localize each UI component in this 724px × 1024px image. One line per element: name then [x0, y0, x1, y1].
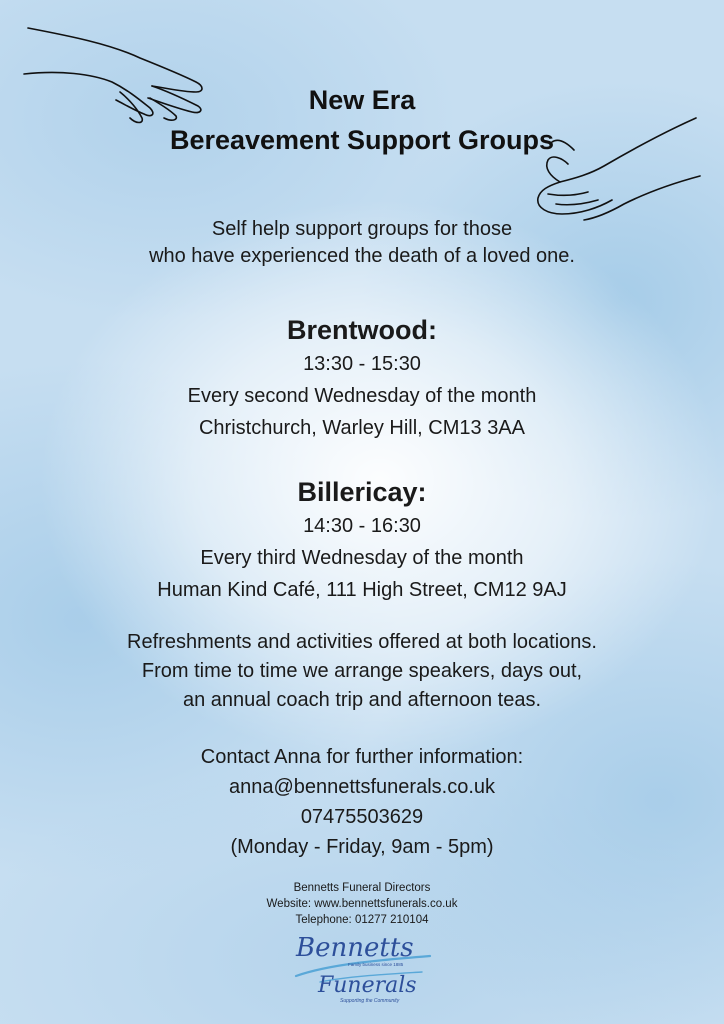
location-name: Billericay: [297, 477, 427, 507]
activities-info [0, 628, 724, 715]
intro-line-1: Self help support groups for those [211, 218, 513, 240]
svg-text:Supporting the Community: Supporting the Community [340, 998, 400, 1004]
location-brentwood [0, 312, 724, 444]
location-schedule: Every third Wednesday of the month [200, 547, 524, 569]
intro-text [0, 216, 724, 270]
footer-telephone: Telephone: 01277 210104 [295, 914, 429, 926]
location-time: 13:30 - 15:30 [303, 353, 421, 375]
contact-heading: Contact Anna for further information: [200, 746, 524, 768]
intro-line-2: who have experienced the death of a loved one. [149, 245, 575, 267]
activities-line-2: From time to time we arrange speakers, days out, [141, 660, 583, 682]
svg-text:Family business since 1885: Family business since 1885 [348, 962, 404, 967]
title-line-2: Bereavement Support Groups [169, 125, 555, 155]
activities-line-1: Refreshments and activities offered at both locations. [127, 631, 597, 653]
title-line-1: New Era [308, 85, 416, 115]
location-name: Brentwood: [287, 315, 437, 345]
page-title [0, 80, 724, 160]
location-time: 14:30 - 16:30 [303, 515, 421, 537]
activities-line-3: an annual coach trip and afternoon teas. [182, 689, 542, 711]
contact-hours: (Monday - Friday, 9am - 5pm) [230, 836, 494, 858]
contact-email[interactable]: anna@bennettsfunerals.co.uk [228, 776, 496, 798]
svg-text:Funerals: Funerals [318, 973, 417, 998]
footer [0, 880, 724, 928]
footer-company: Bennetts Funeral Directors [293, 882, 431, 894]
svg-text:Bennetts: Bennetts [296, 933, 414, 963]
contact-info [0, 742, 724, 862]
bennetts-funerals-logo [290, 926, 436, 1006]
location-billericay [0, 474, 724, 606]
location-venue: Human Kind Café, 111 High Street, CM12 9AJ [157, 579, 567, 601]
location-venue: Christchurch, Warley Hill, CM13 3AA [198, 417, 525, 439]
location-schedule: Every second Wednesday of the month [187, 385, 537, 407]
footer-website[interactable]: Website: www.bennettsfunerals.co.uk [266, 898, 458, 910]
contact-phone[interactable]: 07475503629 [300, 806, 424, 828]
